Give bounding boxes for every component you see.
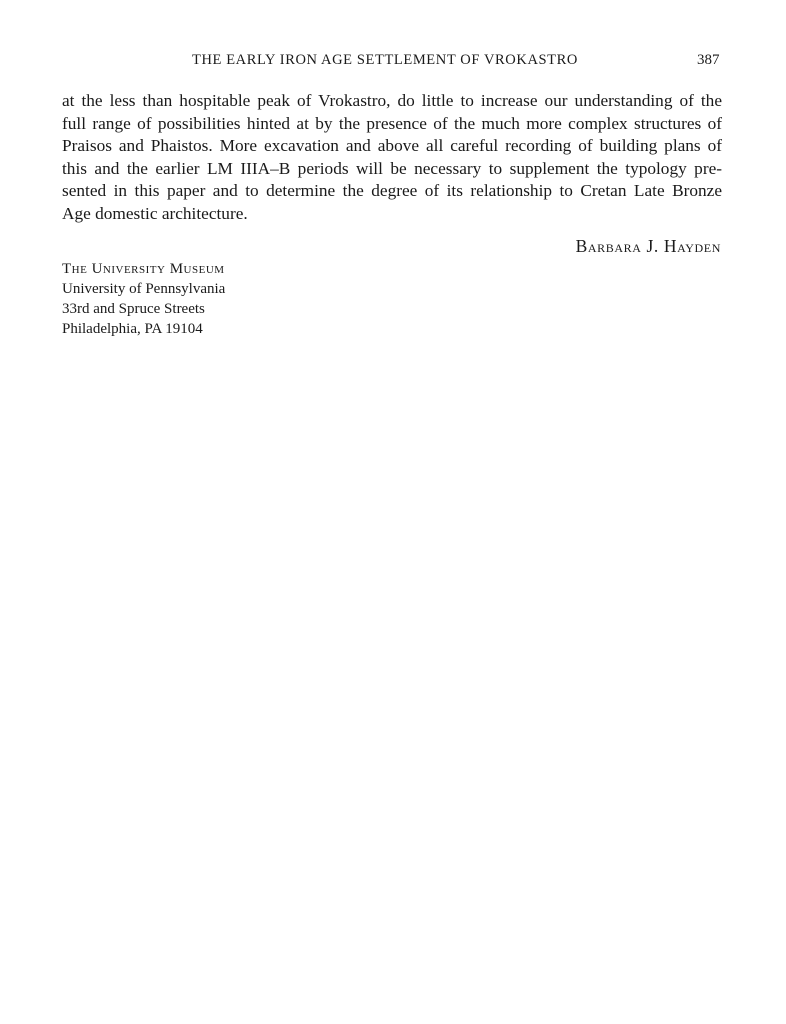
affiliation-city: Philadelphia, PA 19104 bbox=[62, 321, 203, 337]
affiliation-institution: The University Museum bbox=[62, 261, 225, 277]
paragraph-line-2: full range of possibilities hinted at by the presence of the much more complex structures of bbox=[62, 113, 722, 133]
paragraph-line-3: Praisos and Phaistos. More excavation and above all careful recording of building plans of bbox=[62, 136, 722, 156]
paragraph-line-6: Age domestic architecture. bbox=[62, 203, 248, 223]
affiliation-university: University of Pennsylvania bbox=[62, 281, 226, 297]
author-signature: Barbara J. Hayden bbox=[575, 236, 721, 256]
running-title: THE EARLY IRON AGE SETTLEMENT OF VROKASTRO bbox=[192, 52, 578, 68]
paragraph-line-1: at the less than hospitable peak of Vrokastro, do little to increase our understanding of the bbox=[62, 91, 722, 110]
running-head bbox=[0, 52, 786, 74]
author-affiliation bbox=[62, 259, 225, 339]
paragraph-line-5: sented in this paper and to determine the degree of its relationship to Cretan Late Bronze bbox=[62, 181, 722, 201]
body-paragraph bbox=[62, 90, 722, 226]
page-number: 387 bbox=[697, 52, 720, 68]
affiliation-street: 33rd and Spruce Streets bbox=[62, 301, 205, 317]
paragraph-line-4: this and the earlier LM IIIA–B periods will be necessary to supplement the typology pre- bbox=[62, 158, 722, 178]
